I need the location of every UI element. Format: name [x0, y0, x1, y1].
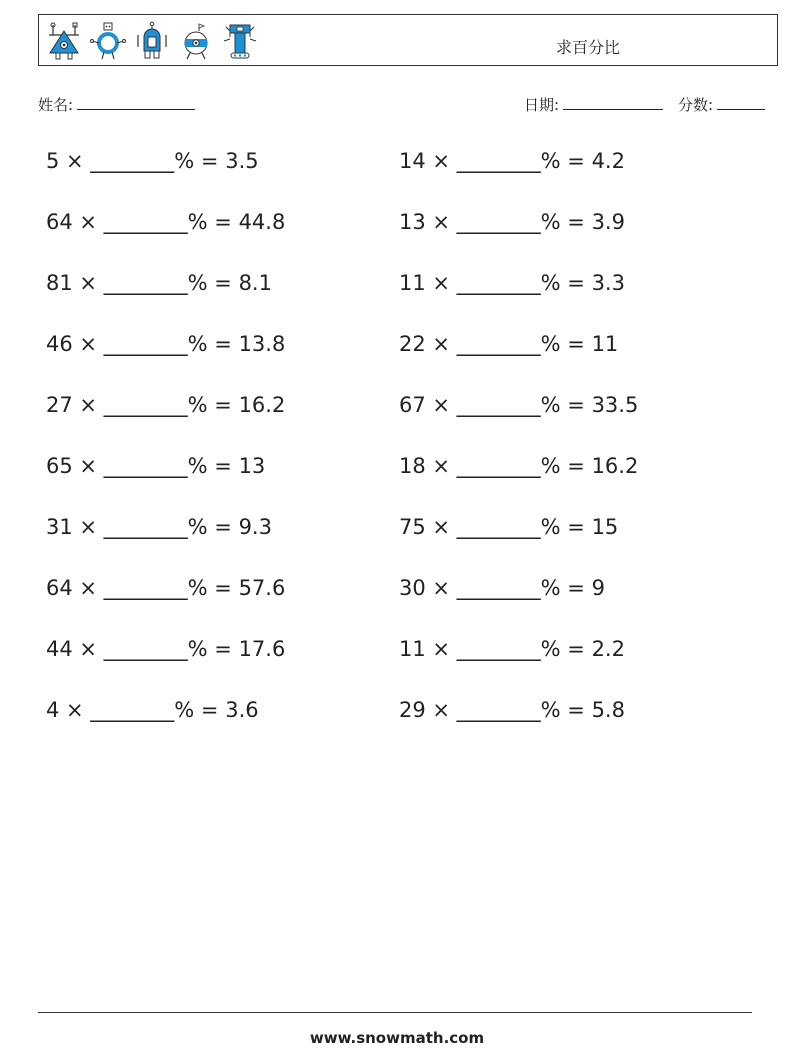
problem-item: 22 × ________% = 11 — [399, 332, 619, 356]
problem-item: 75 × ________% = 15 — [399, 515, 619, 539]
score-field — [678, 94, 765, 115]
footer-divider — [38, 1012, 752, 1013]
robot-tower-icon — [221, 21, 259, 61]
problem-item: 5 × ________% = 3.5 — [46, 149, 259, 173]
robot-icons — [45, 21, 259, 61]
score-blank[interactable] — [717, 95, 765, 110]
score-label: 分数: — [678, 96, 714, 114]
date-field — [524, 94, 663, 115]
problem-item: 30 × ________% = 9 — [399, 576, 605, 600]
name-blank[interactable] — [77, 95, 195, 110]
problem-item: 65 × ________% = 13 — [46, 454, 266, 478]
problem-item: 11 × ________% = 2.2 — [399, 637, 625, 661]
date-blank[interactable] — [563, 95, 663, 110]
robot-triangle-icon — [45, 21, 83, 61]
problem-item: 14 × ________% = 4.2 — [399, 149, 625, 173]
name-field — [38, 94, 195, 115]
problem-item: 67 × ________% = 33.5 — [399, 393, 639, 417]
problem-item: 29 × ________% = 5.8 — [399, 698, 625, 722]
problem-item: 64 × ________% = 57.6 — [46, 576, 286, 600]
problem-item: 11 × ________% = 3.3 — [399, 271, 625, 295]
worksheet-header — [38, 14, 778, 66]
problem-item: 31 × ________% = 9.3 — [46, 515, 272, 539]
robot-ring-icon — [89, 21, 127, 61]
problem-item: 46 × ________% = 13.8 — [46, 332, 286, 356]
problem-item: 44 × ________% = 17.6 — [46, 637, 286, 661]
problem-item: 18 × ________% = 16.2 — [399, 454, 639, 478]
problem-item: 81 × ________% = 8.1 — [46, 271, 272, 295]
worksheet-title: 求百分比 — [556, 38, 621, 57]
date-label: 日期: — [524, 96, 560, 114]
robot-capsule-icon — [133, 21, 171, 61]
problem-item: 13 × ________% = 3.9 — [399, 210, 625, 234]
footer-site: www.snowmath.com — [309, 1029, 485, 1047]
problem-item: 27 × ________% = 16.2 — [46, 393, 286, 417]
problem-item: 4 × ________% = 3.6 — [46, 698, 259, 722]
robot-dome-icon — [177, 21, 215, 61]
problem-item: 64 × ________% = 44.8 — [46, 210, 286, 234]
name-label: 姓名: — [38, 96, 74, 114]
